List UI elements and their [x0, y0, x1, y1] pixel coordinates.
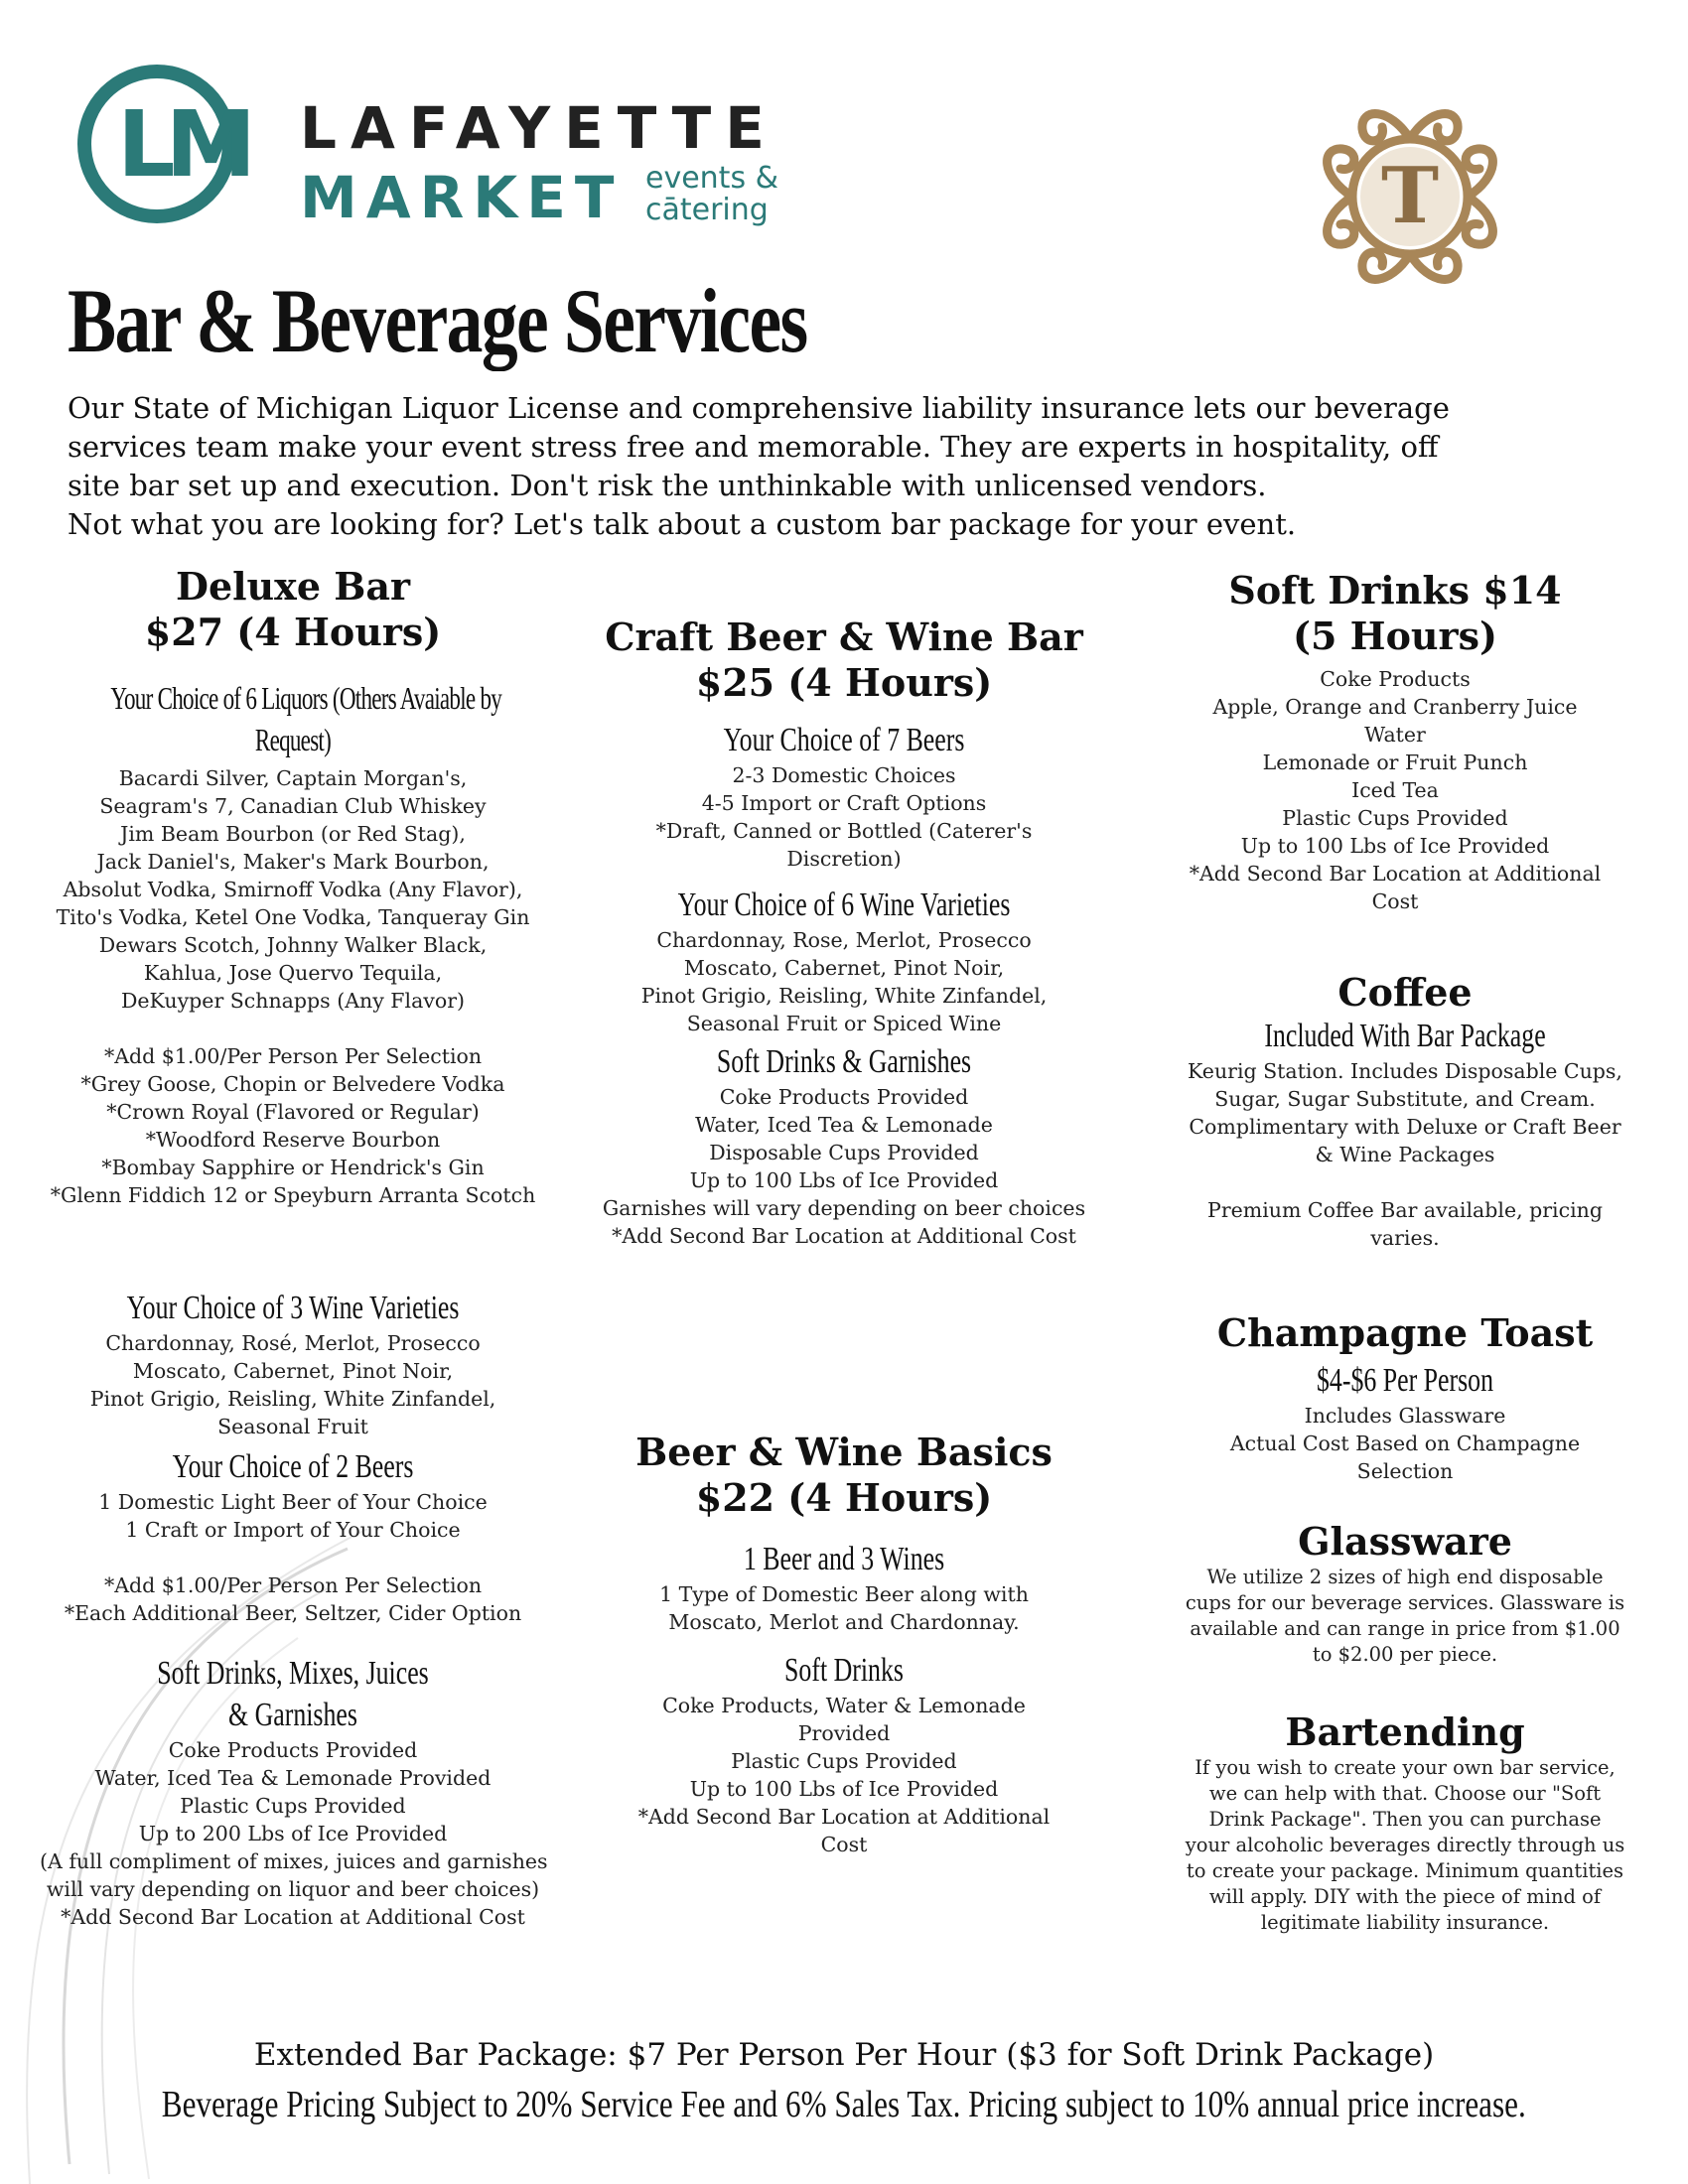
craft-beer-heading: Your Choice of 7 Beers [723, 722, 965, 758]
list-item: 1 Domestic Light Beer of Your Choice [98, 1490, 488, 1514]
brand-tagline-line1: events & [645, 161, 779, 196]
basics-price: $22 (4 Hours) [695, 1475, 993, 1520]
list-item: Dewars Scotch, Johnny Walker Black, [98, 933, 488, 957]
list-item: Coke Products Provided [168, 1738, 418, 1762]
list-item: 2-3 Domestic Choices [732, 763, 956, 787]
list-item: *Add $1.00/Per Person Per Selection [103, 1573, 483, 1597]
brand-name-line1: LAFAYETTE [300, 94, 778, 162]
list-item: Up to 100 Lbs of Ice Provided [1240, 834, 1550, 858]
list-item: to create your package. Minimum quantities [1186, 1859, 1624, 1882]
craft-wine-heading: Your Choice of 6 Wine Varieties [677, 887, 1011, 923]
extended-bar-package: Extended Bar Package: $7 Per Person Per Hour ($3 for Soft Drink Package) [253, 2037, 1435, 2073]
list-item: *Add $1.00/Per Person Per Selection [103, 1044, 483, 1068]
list-item: & Wine Packages [1315, 1143, 1495, 1166]
list-item: cups for our beverage services. Glassware is [1185, 1591, 1625, 1614]
basics-soft-list [586, 1692, 1102, 1858]
list-item: *Draft, Canned or Bottled (Caterer's [655, 819, 1033, 843]
list-item: Up to 100 Lbs of Ice Provided [689, 1168, 999, 1192]
list-item: Premium Coffee Bar available, pricing [1207, 1198, 1603, 1222]
list-item: Actual Cost Based on Champagne [1229, 1432, 1581, 1455]
coffee-premium [1157, 1196, 1653, 1252]
list-item: *Woodford Reserve Bourbon [145, 1128, 441, 1152]
basics-soft-heading: Soft Drinks [784, 1652, 904, 1689]
softdrinks-title: Soft Drinks $14 [1228, 568, 1562, 613]
list-item: Up to 200 Lbs of Ice Provided [138, 1822, 448, 1845]
deluxe-wine-heading: Your Choice of 3 Wine Varieties [126, 1290, 460, 1326]
list-item: Provided [797, 1721, 891, 1745]
ornamental-column-emblem-icon [1291, 77, 1529, 316]
list-item: Plastic Cups Provided [180, 1794, 406, 1818]
deluxe-price: $27 (4 Hours) [144, 610, 442, 654]
list-item: to $2.00 per piece. [1312, 1643, 1498, 1666]
list-item: Jack Daniel's, Maker's Mark Bourbon, [96, 850, 490, 874]
list-item: Disposable Cups Provided [709, 1141, 979, 1164]
list-item: Bacardi Silver, Captain Morgan's, [118, 766, 468, 790]
deluxe-bar-section [40, 564, 546, 1209]
bartending-title: Bartending [1285, 1709, 1525, 1754]
list-item: Jim Beam Bourbon (or Red Stag), [120, 822, 466, 846]
list-item: 1 Craft or Import of Your Choice [125, 1518, 461, 1542]
champagne-section [1157, 1310, 1653, 1485]
list-item: Kahlua, Jose Quervo Tequila, [143, 961, 443, 985]
page-title: Bar & Beverage Services [68, 270, 807, 371]
craft-beer-wine-section [586, 614, 1102, 1250]
coffee-title: Coffee [1337, 970, 1473, 1015]
list-item: Iced Tea [1351, 778, 1439, 802]
list-item: *Add Second Bar Location at Additional [1189, 862, 1602, 886]
list-item: 4-5 Import or Craft Options [701, 791, 987, 815]
coffee-heading: Included With Bar Package [1264, 1018, 1546, 1054]
glassware-title: Glassware [1298, 1519, 1512, 1564]
coffee-section [1157, 970, 1653, 1252]
deluxe-liquor-list [40, 764, 546, 1015]
list-item: Water [1364, 723, 1426, 747]
bartending-section [1157, 1709, 1653, 1936]
intro-line: services team make your event stress free and memorable. They are experts in hospitality, off [68, 430, 1439, 464]
list-item: *Crown Royal (Flavored or Regular) [106, 1100, 480, 1124]
deluxe-premium-list [40, 1042, 546, 1209]
deluxe-wine-list [40, 1329, 546, 1440]
pricing-note [0, 2083, 1688, 2126]
intro-line: Not what you are looking for? Let's talk about a custom bar package for your event. [68, 507, 1297, 541]
deluxe-beer-list [40, 1488, 546, 1544]
list-item: Plastic Cups Provided [1282, 806, 1508, 830]
basics-heading: 1 Beer and 3 Wines [743, 1541, 945, 1577]
list-item: Chardonnay, Rose, Merlot, Prosecco [656, 928, 1032, 952]
list-item: *Add Second Bar Location at Additional Cost [61, 1905, 525, 1929]
lm-monogram-icon: LM [117, 91, 247, 198]
deluxe-wine-section [40, 1288, 546, 1931]
list-item: DeKuyper Schnapps (Any Flavor) [120, 989, 466, 1013]
list-item: Drink Package". Then you can purchase [1208, 1808, 1602, 1831]
list-item: Moscato, Merlot and Chardonnay. [668, 1610, 1020, 1634]
list-item: If you wish to create your own bar service, [1195, 1756, 1616, 1779]
list-item: *Bombay Sapphire or Hendrick's Gin [101, 1156, 485, 1179]
deluxe-beer-heading: Your Choice of 2 Beers [172, 1448, 414, 1485]
list-item: *Each Additional Beer, Seltzer, Cider Option [64, 1601, 522, 1625]
list-item: We utilize 2 sizes of high end disposable [1206, 1566, 1604, 1588]
list-item: Complimentary with Deluxe or Craft Beer [1189, 1115, 1621, 1139]
deluxe-title: Deluxe Bar [175, 564, 410, 609]
list-item: Pinot Grigio, Reisling, White Zinfandel, [640, 984, 1048, 1008]
intro-line: Our State of Michigan Liquor License and comprehensive liability insurance lets our beverage [68, 391, 1450, 425]
soft-drinks-section [1157, 568, 1633, 915]
list-item: Up to 100 Lbs of Ice Provided [689, 1777, 999, 1801]
list-item: will apply. DIY with the piece of mind of [1208, 1885, 1602, 1908]
list-item: *Add Second Bar Location at Additional Cost [612, 1224, 1076, 1248]
champagne-list [1157, 1402, 1653, 1485]
softdrinks-duration: (5 Hours) [1293, 614, 1497, 658]
deluxe-soft-list [40, 1736, 546, 1931]
glassware-list [1157, 1565, 1653, 1668]
list-item: Seagram's 7, Canadian Club Whiskey [99, 794, 487, 818]
craft-soft-heading: Soft Drinks & Garnishes [716, 1043, 972, 1080]
list-item: available and can range in price from $1.00 [1190, 1617, 1620, 1640]
list-item: Coke Products Provided [719, 1085, 969, 1109]
list-item: varies. [1370, 1226, 1440, 1250]
list-item: Coke Products, Water & Lemonade [662, 1694, 1026, 1717]
glassware-section [1157, 1519, 1653, 1668]
champagne-title: Champagne Toast [1216, 1310, 1594, 1355]
list-item: legitimate liability insurance. [1260, 1911, 1550, 1934]
beer-wine-basics-section [586, 1430, 1102, 1858]
emblem-letter: T [1380, 151, 1440, 241]
list-item: Plastic Cups Provided [731, 1749, 957, 1773]
list-item: *Grey Goose, Chopin or Belvedere Vodka [80, 1072, 505, 1096]
basics-list [586, 1580, 1102, 1636]
list-item: Selection [1356, 1459, 1454, 1483]
list-item: Seasonal Fruit or Spiced Wine [686, 1012, 1002, 1035]
list-item: Chardonnay, Rosé, Merlot, Prosecco [105, 1331, 481, 1355]
list-item: will vary depending on liquor and beer choices) [46, 1877, 540, 1901]
brand-name-line2: MARKET [300, 164, 624, 231]
list-item: your alcoholic beverages directly through us [1185, 1834, 1625, 1856]
list-item: Coke Products [1320, 667, 1471, 691]
list-item: Cost [1371, 889, 1419, 913]
list-item: Includes Glassware [1304, 1404, 1506, 1428]
list-item: Water, Iced Tea & Lemonade [695, 1113, 993, 1137]
list-item: Keurig Station. Includes Disposable Cups, [1188, 1059, 1622, 1083]
softdrinks-list [1157, 665, 1633, 915]
deluxe-soft-heading-line1: Soft Drinks, Mixes, Juices [157, 1655, 429, 1692]
deluxe-liquor-heading [40, 677, 546, 760]
brand-tagline [645, 163, 778, 225]
list-item: Moscato, Cabernet, Pinot Noir, [132, 1359, 454, 1383]
list-item: Lemonade or Fruit Punch [1262, 751, 1528, 774]
craft-soft-list [586, 1083, 1102, 1250]
list-item: Garnishes will vary depending on beer choices [602, 1196, 1086, 1220]
list-item: Pinot Grigio, Reisling, White Zinfandel, [89, 1387, 496, 1411]
list-item: Apple, Orange and Cranberry Juice [1212, 695, 1578, 719]
deluxe-liquor-heading-line2: Request) [254, 722, 332, 757]
craft-price: $25 (4 Hours) [695, 660, 993, 705]
list-item: Absolut Vodka, Smirnoff Vodka (Any Flavor), [63, 878, 523, 901]
list-item: Moscato, Cabernet, Pinot Noir, [683, 956, 1005, 980]
list-item: Water, Iced Tea & Lemonade Provided [94, 1766, 492, 1790]
list-item: Tito's Vodka, Ketel One Vodka, Tanqueray Gin [56, 905, 530, 929]
brand-tagline-line2: cātering [645, 192, 769, 227]
intro-line: site bar set up and execution. Don't risk the unthinkable with unlicensed vendors. [68, 469, 1267, 502]
craft-title: Craft Beer & Wine Bar [605, 614, 1083, 659]
list-item: (A full compliment of mixes, juices and garnishes [40, 1849, 548, 1873]
list-item: Discretion) [786, 847, 902, 871]
deluxe-soft-heading-line2: & Garnishes [228, 1697, 357, 1733]
champagne-heading: $4-$6 Per Person [1316, 1362, 1493, 1399]
craft-wine-list [586, 926, 1102, 1037]
basics-title: Beer & Wine Basics [635, 1430, 1053, 1474]
list-item: *Add Second Bar Location at Additional [637, 1805, 1051, 1829]
list-item: Cost [820, 1833, 868, 1856]
intro-paragraph [68, 389, 1617, 544]
list-item: Sugar, Sugar Substitute, and Cream. [1214, 1087, 1596, 1111]
pricing-note-text: Beverage Pricing Subject to 20% Service Fee and 6% Sales Tax. Pricing subject to 10% annual price increase. [162, 2084, 1526, 2125]
list-item: Seasonal Fruit [217, 1415, 368, 1438]
list-item: we can help with that. Choose our "Soft [1208, 1782, 1602, 1805]
coffee-list [1157, 1057, 1653, 1168]
craft-beer-list [586, 761, 1102, 873]
list-item: *Glenn Fiddich 12 or Speyburn Arranta Scotch [50, 1183, 536, 1207]
bartending-list [1157, 1755, 1653, 1936]
deluxe-liquor-heading-line1: Your Choice of 6 Liquors (Others Avaiable by [110, 680, 502, 716]
list-item: 1 Type of Domestic Beer along with [659, 1582, 1029, 1606]
deluxe-beer-extra [40, 1571, 546, 1627]
